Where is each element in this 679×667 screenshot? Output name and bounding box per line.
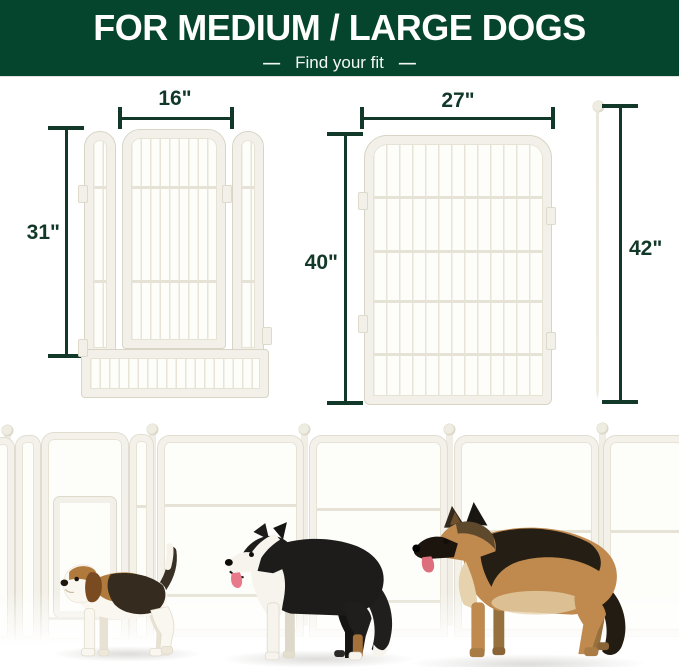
small-panel-width-label: 16" — [158, 87, 192, 110]
subtitle-text: Find your fit — [295, 53, 384, 72]
hinge-tab — [78, 185, 88, 203]
large-panel-width-label: 27" — [441, 89, 475, 112]
dimension-end-cap — [118, 107, 122, 129]
height-dimension-line — [619, 105, 622, 403]
dimension-end-cap — [230, 107, 234, 129]
ground-stake — [596, 111, 599, 400]
large-fence-panel — [365, 136, 551, 404]
header-banner — [0, 0, 679, 77]
dimension-end-cap — [551, 107, 555, 129]
small-panel-left-post — [85, 132, 115, 356]
dimension-end-cap — [360, 107, 364, 129]
subtitle-dash-right: — — [398, 53, 416, 72]
latch-tab — [222, 185, 232, 203]
small-panel-right-post — [233, 132, 263, 356]
dimension-end-cap — [602, 400, 638, 404]
small-panel-bottom-band — [82, 350, 268, 397]
fence-ball-finial — [2, 425, 13, 436]
width-dimension-line — [120, 117, 232, 120]
stake-height-label: 42" — [629, 237, 663, 260]
panel-rail — [373, 250, 543, 253]
fence-ball-finial — [444, 424, 455, 435]
connector-tab — [546, 207, 556, 225]
fence-ball-finial — [299, 424, 310, 435]
panel-rail — [373, 196, 543, 199]
panel-rail — [241, 280, 255, 283]
fence-ball-finial — [597, 423, 608, 434]
connector-tab — [546, 332, 556, 350]
height-dimension-line — [65, 128, 68, 356]
border-collie-image — [218, 520, 410, 663]
dimension-end-cap — [602, 104, 638, 108]
german-shepherd-image — [408, 500, 646, 663]
panel-rail — [93, 280, 107, 283]
panel-rail — [136, 505, 147, 508]
german-shepherd-drawing — [412, 502, 625, 657]
border-collie-drawing — [225, 522, 392, 660]
small-panel-door — [123, 130, 225, 348]
beagle-image — [52, 538, 204, 657]
panel-rail — [93, 186, 107, 189]
beagle-drawing — [61, 547, 174, 656]
header-subtitle — [0, 53, 679, 73]
dimension-end-cap — [48, 126, 84, 130]
large-panel-height-label: 40" — [304, 251, 338, 274]
dogs-scene — [0, 420, 679, 667]
panel-rail — [241, 186, 255, 189]
dimension-end-cap — [327, 132, 363, 136]
panel-rail — [164, 504, 297, 507]
small-panel-height-label: 31" — [26, 221, 60, 244]
width-dimension-line — [362, 117, 553, 120]
connector-tab — [358, 315, 368, 333]
panel-rail — [373, 353, 543, 356]
connector-tab — [262, 327, 272, 345]
panel-rail — [373, 300, 543, 303]
panel-rail — [131, 186, 217, 189]
connector-tab — [358, 192, 368, 210]
subtitle-dash-left: — — [263, 53, 281, 72]
page-title: FOR MEDIUM / LARGE DOGS — [93, 7, 586, 48]
hinge-tab — [78, 339, 88, 357]
panel-rail — [131, 280, 217, 283]
fence-ball-finial — [147, 424, 158, 435]
dimension-diagram — [0, 77, 679, 420]
height-dimension-line — [344, 133, 347, 403]
dimension-end-cap — [327, 401, 363, 405]
